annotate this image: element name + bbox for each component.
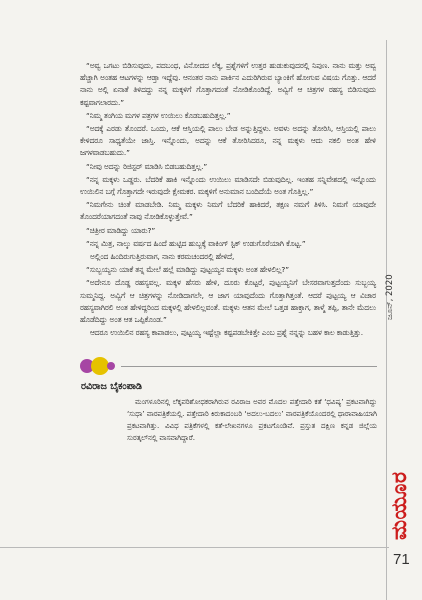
story-paragraph: “ನನ್ನ ಮಿತ್ರ, ನಾಲ್ಕು ವರ್ಷದ ಹಿಂದೆ ಹುಟ್ಟಿದ ಹುಬ್ಬಕ್ಕೆ ವಾಕಿಂಗ್ ಸ್ಟಿಕ್ ಉಡುಗೊರೆಯಾಗಿ ಕೊಟ್ಟ.” <box>86 238 306 248</box>
section-divider <box>121 366 377 367</box>
story-paragraph: “ನನ್ನ ಮಕ್ಕಳು ಒಡ್ಡರು. ಬೆದರಿಕೆ ಹಾಕಿ ಇನ್ನೊಂದು ಉಯಿಲು ಮಾಡಿಸದೇ ಬಿಡುವುದಿಲ್ಲ. ಇಂತಹ ಸನ್ನಿವೇಶದಲ್ಲಿ ಇನ್ನೊಂದು ಉಯಿಲಿನ ಬಗ್ಗೆ ಗೊತ್ತಾಗದೇ ಇರುವುದೇ ಕ್ಷೇಮಕರ. ಮಕ್ಕಳಿಗೆ ಅನುಮಾನ ಬಂದಿದೆಯೆ ಅಂತ ಗೊತ್ತಿಲ್ಲ.” <box>80 174 376 197</box>
issue-date: ಜೂನ್, 2020 <box>385 274 395 320</box>
author-name: ರವಿರಾಜ ಬೈಕಂಪಾಡಿ <box>81 381 142 392</box>
bottom-margin-rule <box>0 547 389 548</box>
story-paragraph: ಅಲ್ಲಿಂದ ಹಿಂದಿರುಗುತ್ತಿರುವಾಗ, ನಾನು ಕರಮಚಂದರಲ್ಲಿ ಹೇಳಿದೆ, <box>90 252 235 262</box>
story-paragraph: “ಅದಕ್ಕೆ ಎರಡು ತೊಂದರೆ. ಒಂದು, ಆಕೆ ಆಸ್ತಿಯಲ್ಲಿ ಪಾಲು ಬೇಡ ಅನ್ನುತ್ತಿದ್ದಳು. ಅವಳು ಅದನ್ನು ತೋರಿಸಿ, ಆಸ್ತಿಯಲ್ಲಿ ಪಾಲು ಕೇಳಿದರೂ ಸಾಧ್ಯತೆಯೇ ಜಾಸ್ತಿ. ಇನ್ನೊಂದು, ಅದನ್ನು ಆಕೆ ತೋರಿಸಿದರೂ, ನನ್ನ ಮಕ್ಕಳು ಆದು ನಕಲಿ ಅಂತ ಹೇಳಿ ಜಗಳವಾಡಬಹುದು.” <box>80 124 376 158</box>
magazine-title: ಮಯೂರ <box>387 471 411 540</box>
story-paragraph: “ಚಿತ್ರೀರ ಮಾಡಿದ್ದು ಯಾರು?” <box>86 225 156 235</box>
story-paragraph: “ನೀವು ಅದನ್ನು ರಿಜಿಸ್ಟರ್ ಮಾಡಿಸಿ ಬಿಡಬಹುದಿತ್ತಲ್ಲ.” <box>86 161 208 171</box>
page-number: 71 <box>393 551 410 568</box>
story-paragraph: “ನಿಮ್ಮ ತಂಗಿಯ ಮಗಳ ಪತ್ರಗಳ ಉಯಿಲು ಕೊಡಬಹುದಿತ್ತಲ್ಲ.” <box>86 110 231 120</box>
story-paragraph: “ನಿಮಗೇನು ಚಿಂತೆ ಮಾಡಬೇಡಿ. ನಿಮ್ಮ ಮಕ್ಕಳು ನಿಮಗೆ ಬೆದರಿಕೆ ಹಾಕಿದರೆ, ತಕ್ಷಣ ನಮಗೆ ತಿಳಿಸಿ. ನಿಮಗೆ ಯಾವುದೇ ತೊಂದರೆಯಾಗದಂತೆ ನಾವು ನೋಡಿಕೊಳ್ಳುತ್ತೇವೆ.” <box>80 200 376 222</box>
story-body <box>80 60 376 340</box>
story-paragraph: ಆದರೂ ಉಯಿಲಿನ ರಹಸ್ಯ ಕಾಪಾಡಲು, ಪುಟ್ಟಯ್ಯ ಇಷ್ಟೆಲ್ಲಾ ಕಷ್ಟಪಡಬೇಕಿತ್ತೇ ಎಂಬ ಪ್ರಶ್ನೆ ನನ್ನನ್ನು ಬಹಳ ಕಾಲ ಕಾಡುತ್ತಿತ್ತು. <box>90 328 364 338</box>
story-paragraph: “ಅದೇನೂ ದೊಡ್ಡ ರಹಸ್ಯವಲ್ಲ. ಮಕ್ಕಳ ಹೆಸರು ಹೇಳಿ, ದೂರು ಕೊಟ್ಟರೆ, ಪುಟ್ಟಯ್ಯನಿಗೆ ಬೇಸರವಾಗುತ್ತದೆಂದು ಸುಬ್ಬಯ್ಯ ಸುಮ್ಮನಿದ್ದ. ಅವ್ವಿಗೆ ಆ ಚಿತ್ರಗಳನ್ನು ನೋಡಿದಾಗಲೇ, ಆ ಜಾಗ ಯಾವುದೆಂದು ಗೊತ್ತಾಗಿತ್ತಂತೆ. ಆದರೆ ಪುಟ್ಟಯ್ಯ ಆ ವಿಚಾರ ರಹಸ್ಯವಾಗಿರಲಿ ಅಂತ ಹೇಳಿದ್ದರಿಂದ ಮಕ್ಕಳಲ್ಲಿ ಹೇಳಲಿಲ್ಲವಂತೆ. ಮಕ್ಕಳು ಆತನ ಮೇಲೆ ಒತ್ತಡ ಹಾಕ್ತಾಗ, ತಾಳ್ಮೆ ತಪ್ಪಿ, ತಾನೇ ಮೆದಲು ಹೊಡೆದಿದ್ದು ಅಂತ ಆತ ಒಪ್ಪಿಕೊಂಡ.” <box>80 278 376 325</box>
author-bio <box>127 396 377 444</box>
author-bio-text: ಮಂಗಳೂರಿನಲ್ಲಿ ಲೆಕ್ಕಪರಿಶೋಧಕರಾಗಿರುವ ರವಿರಾಜ ಅವರ ಮೊದಲ ಪತ್ತೇದಾರಿ ಕತೆ ‘ಧವಿಷ್ಯ’ ಪ್ರಕಟವಾಗಿದ್ದು ‘ಸುಧಾ’ ವಾರಪತ್ರಿಕೆಯಲ್ಲಿ. ಪತ್ತೇದಾರಿ ಕಿರುಕಾದಂಬರಿ ‘ಅದಲು-ಬದಲು’ ವಾರಪತ್ರಿಕೆಯೊಂದರಲ್ಲಿ ಧಾರಾವಾಹಿಯಾಗಿ ಪ್ರಕಟವಾಗಿತ್ತು. ವಿವಿಧ ಪತ್ರಿಕೆಗಳಲ್ಲಿ ಕತೆ-ಲೇಖನಗಳೂ ಪ್ರಕಟಗೊಂಡಿವೆ. ಪ್ರಸ್ತುತ ದಕ್ಷಿಣ ಕನ್ನಡ ಜಿಲ್ಲೆಯ ಸುರತ್ಕಲ್‌ನಲ್ಲಿ ವಾಸವಾಗಿದ್ದಾರೆ. <box>127 397 377 442</box>
small-purple-dot <box>107 362 115 370</box>
story-paragraph: “ಅವ್ವ ಒಗಟು ಬಿಡಿಸುವುದು, ಪದಬಂಧ, ವಿನೋದದ ಲೆಕ್ಕ, ಪ್ರಶ್ನೆಗಳಿಗೆ ಉತ್ತರ ಹುಡುಕುವುದರಲ್ಲಿ ನಿಪುಣ. ನಾನು ಮತ್ತು ಅವ್ವ ಹೆಚ್ಚಾಗಿ ಅಂತಹ ಆಟಗಳನ್ನು ಆಡ್ತಾ ಇದ್ದೆವು. ಆನಂತರ ನಾನು ಪಾರ್ಕಿನ ಎದುರಿಗಿರುವ ಬ್ಯಾಂಕಿಗೆ ಹೋಗುವ ವಿಷಯ ಗೊತ್ತು. ಆದರೆ ನಾನು ಅಲ್ಲಿ ಏನಾತೆ ತಿಳಿದದ್ದು ನನ್ನ ಮಕ್ಕಳಿಗೆ ಗೊತ್ತಾಗದಂತೆ ನೋಡಿಕೊಂಡಿದ್ದೆ. ಅವ್ವಿಗೆ ಆ ಚಿತ್ರಗಳ ರಹಸ್ಯ ಬಿಡಿಸುವುದು ಕಷ್ಟವಾಗಲಾರದು.” <box>80 61 376 107</box>
story-paragraph: “ಸುಬ್ಬಯ್ಯನು ಯಾಕೆ ತನ್ನ ಮೇಲೆ ಹಲ್ಲೆ ಮಾಡಿದ್ದು ಪುಟ್ಟಯ್ಯನ ಮಕ್ಕಳು ಅಂತ ಹೇಳಲಿಲ್ಲ?” <box>86 265 289 275</box>
